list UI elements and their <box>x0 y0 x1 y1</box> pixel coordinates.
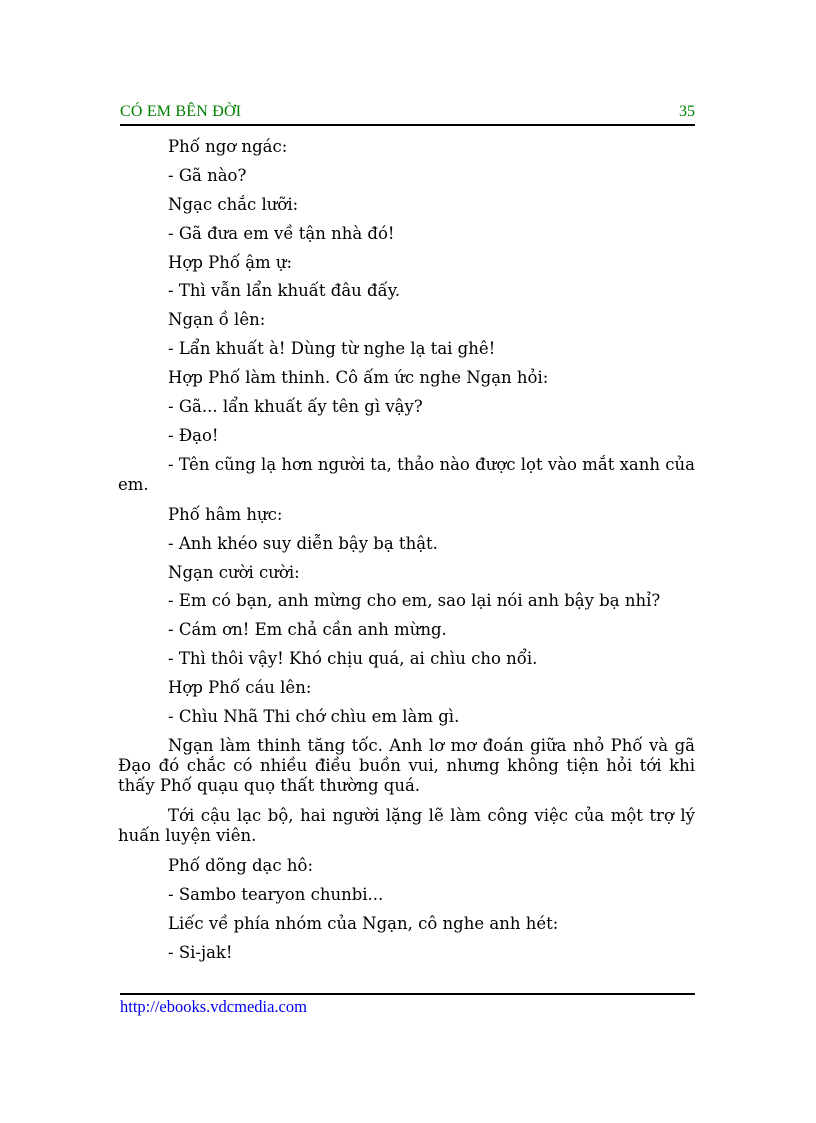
paragraph: Phố dõng dạc hô: <box>168 855 314 875</box>
paragraph: Hợp Phố cáu lên: <box>168 678 312 698</box>
paragraph: Ngạc chắc lưỡi: <box>168 194 299 214</box>
paragraph: Phố hâm hực: <box>168 504 283 524</box>
paragraph: - Thì thôi vậy! Khó chịu quá, ai chìu cho nổi. <box>168 649 538 669</box>
footer-divider <box>120 993 695 995</box>
paragraph: Tới cậu lạc bộ, hai người lặng lẽ làm công việc của một trợ lý huấn luyện viên. <box>118 805 695 845</box>
paragraph: - Sambo tearyon chunbi... <box>168 884 384 904</box>
paragraph: Hợp Phố làm thinh. Cô ấm ức nghe Ngạn hỏi: <box>168 368 549 388</box>
paragraph: - Gã đưa em về tận nhà đó! <box>168 223 395 243</box>
page-body <box>118 137 695 971</box>
paragraph: Hợp Phố ậm ự: <box>168 252 293 272</box>
paragraph: - Si-jak! <box>168 942 233 962</box>
paragraph: - Tên cũng lạ hơn người ta, thảo nào được lọt vào mắt xanh của em. <box>118 454 695 494</box>
paragraph: - Anh khéo suy diễn bậy bạ thật. <box>168 533 438 553</box>
paragraph: Ngạn ồ lên: <box>168 310 266 330</box>
paragraph: - Gã nào? <box>168 165 247 185</box>
footer-link[interactable]: http://ebooks.vdcmedia.com <box>120 997 307 1016</box>
paragraph: - Chìu Nhã Thi chớ chìu em làm gì. <box>168 707 460 727</box>
page-number: 35 <box>679 103 695 120</box>
paragraph: Liếc về phía nhóm của Ngạn, cô nghe anh hét: <box>168 913 559 933</box>
paragraph: Ngạn làm thinh tăng tốc. Anh lơ mơ đoán giữa nhỏ Phố và gã Đạo đó chắc có nhiều điều buồn vui, nhưng không tiện hỏi tới khi thấy Phố quạu quọ thất thường quá. <box>118 735 695 795</box>
paragraph: - Em có bạn, anh mừng cho em, sao lại nói anh bậy bạ nhỉ? <box>168 591 661 611</box>
paragraph: Phố ngơ ngác: <box>168 137 288 156</box>
paragraph: - Gã... lẩn khuất ấy tên gì vậy? <box>168 397 423 417</box>
book-title: CÓ EM BÊN ĐỜI <box>120 103 242 120</box>
paragraph: Ngạn cười cười: <box>168 562 300 582</box>
paragraph: - Cám ơn! Em chả cần anh mừng. <box>168 620 447 640</box>
paragraph: - Thì vẫn lẩn khuất đâu đấy. <box>168 281 401 301</box>
paragraph: - Lẩn khuất à! Dùng từ nghe lạ tai ghê! <box>168 339 496 359</box>
paragraph: - Đạo! <box>168 425 219 445</box>
page-header <box>120 100 695 126</box>
